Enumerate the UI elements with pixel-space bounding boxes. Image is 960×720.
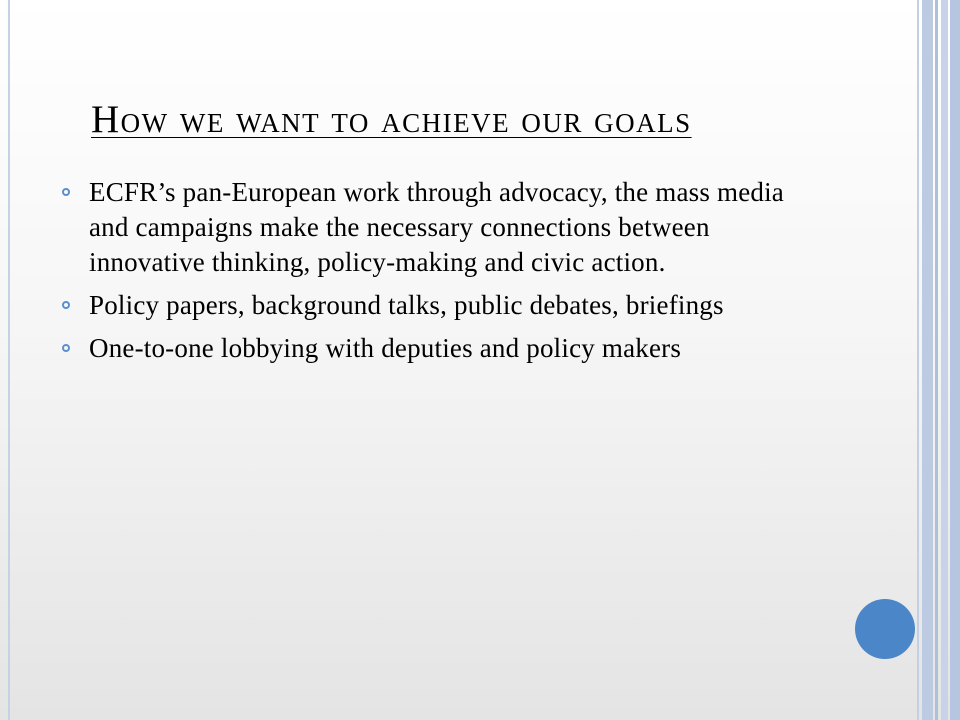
right-decorative-stripe (917, 0, 919, 720)
bullet-item (60, 175, 820, 280)
bullet-item (60, 288, 820, 323)
slide-title: How we want to achieve our goals (91, 98, 692, 141)
right-decorative-stripe (935, 0, 938, 720)
decorative-circle (855, 599, 915, 659)
bullet-text: One-to-one lobbying with deputies and policy makers (89, 333, 682, 363)
bullet-circle-icon (62, 344, 70, 352)
bullet-circle-icon (62, 301, 70, 309)
bullet-text: Policy papers, background talks, public debates, briefings (89, 290, 724, 320)
right-decorative-stripe (922, 0, 933, 720)
left-border-line (8, 0, 10, 720)
bullet-text: ECFR’s pan-European work through advocacy, the mass media and campaigns make the necessary connections between innovative thinking, policy-making and civic action. (89, 177, 784, 277)
right-decorative-stripe (941, 0, 948, 720)
bullet-list (60, 175, 820, 374)
bullet-circle-icon (62, 188, 70, 196)
right-decorative-stripe (950, 0, 960, 720)
bullet-item (60, 331, 820, 366)
